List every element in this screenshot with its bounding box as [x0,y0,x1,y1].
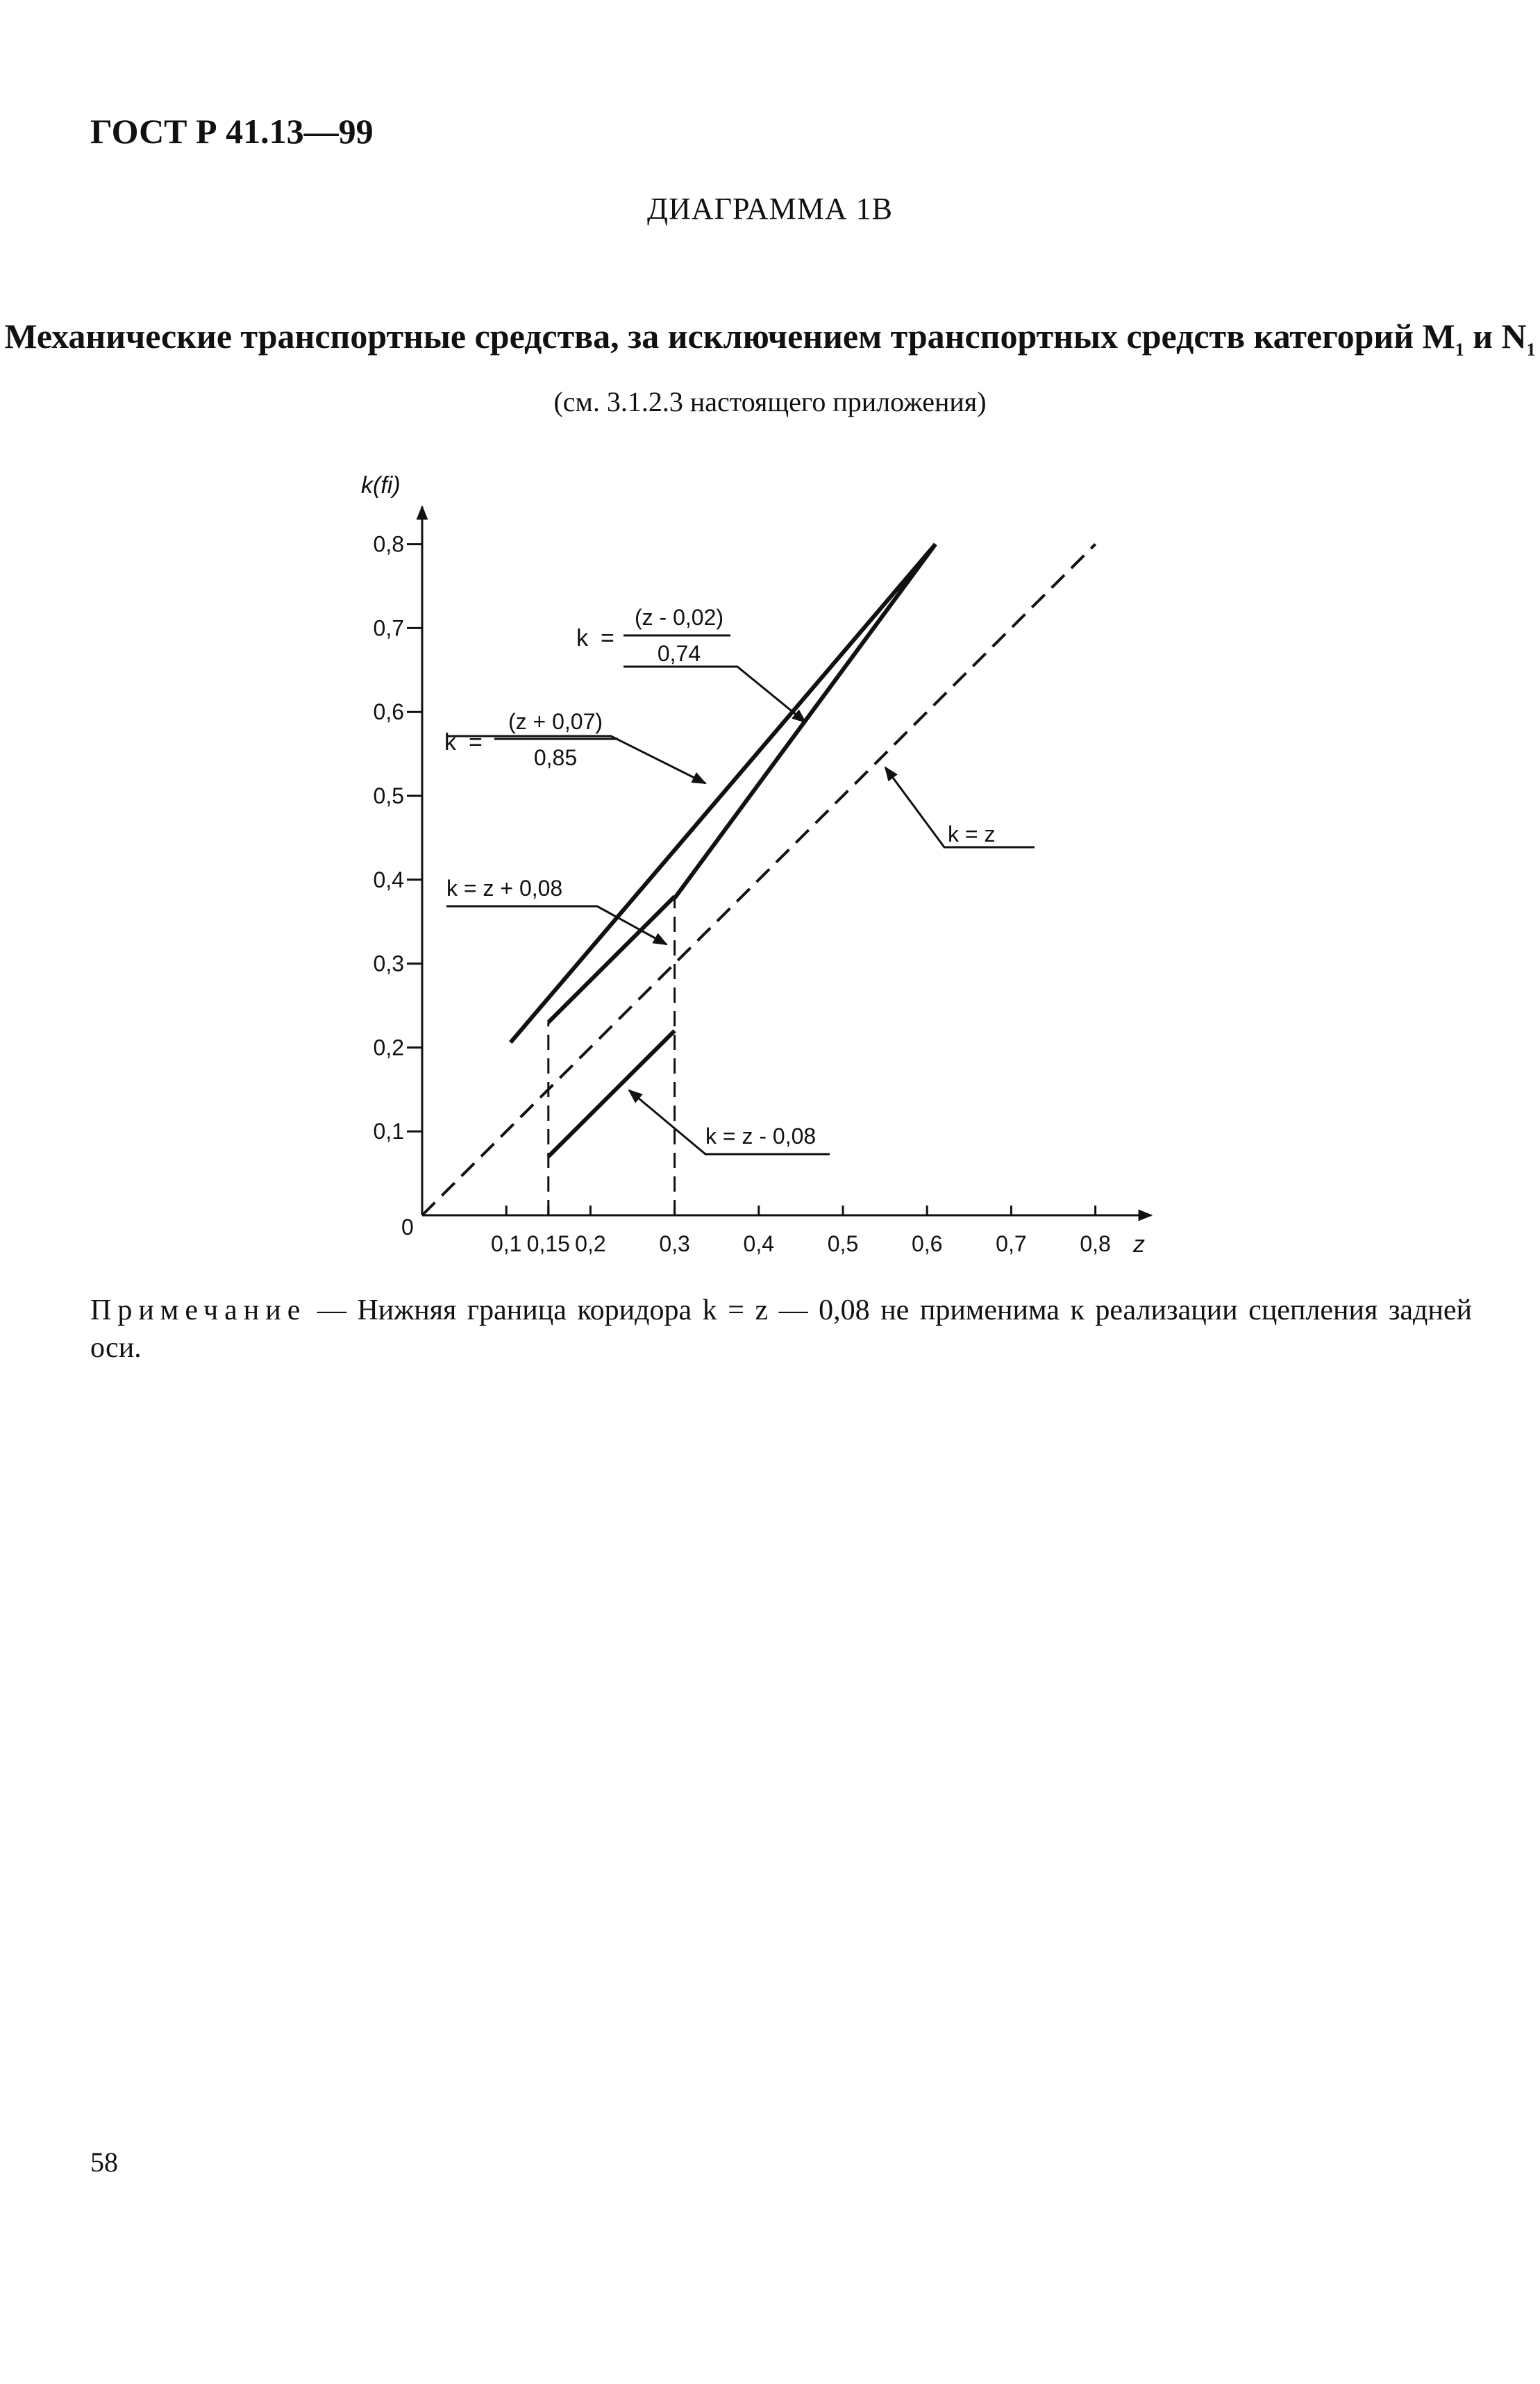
note-label: Примечание [90,1294,307,1326]
x-tick-label: 0,3 [659,1231,690,1256]
y-tick-label: 0,6 [373,699,404,725]
x-tick-label: 0,5 [827,1231,859,1256]
y-axis-label: k(fi) [361,472,401,499]
diagram-heading [0,316,1540,360]
formula2-k: k [576,625,588,651]
origin-label: 0 [401,1215,414,1240]
formula2-numerator: (z - 0,02) [634,605,724,630]
chart [0,451,1540,1285]
series-line [549,897,675,1022]
y-tick-label: 0,5 [373,783,404,808]
y-tick-label: 0,1 [373,1119,404,1144]
x-tick-label: 0,15 [526,1231,570,1256]
x-tick-label: 0,2 [575,1231,606,1256]
document-code: ГОСТ Р 41.13—99 [90,112,374,151]
formula2-denominator: 0,74 [657,641,701,666]
formula1-k: k [444,729,456,756]
y-tick-label: 0,2 [373,1035,404,1060]
heading-subscript-m: 1 [1455,340,1464,360]
formula1-numerator: (z + 0,07) [508,709,603,734]
section-reference: (см. 3.1.2.3 настоящего приложения) [553,386,987,417]
heading-subscript-n: 1 [1526,340,1536,360]
x-tick-label: 0,6 [911,1231,943,1256]
note-dash: — [317,1294,346,1326]
formula2-equals: = [601,625,614,651]
formula1-denominator: 0,85 [533,745,578,770]
note-text: Нижняя граница коридора k = z — 0,08 не применима к реализации сцепления задней оси. [90,1294,1473,1364]
y-tick-label: 0,3 [373,951,404,976]
x-tick-label: 0,7 [996,1231,1027,1256]
label-z-plus-008: k = z + 0,08 [446,876,563,901]
y-tick-label: 0,7 [373,615,404,641]
heading-and: и N [1464,317,1527,356]
formula1-equals: = [469,729,483,756]
leader-line [623,667,805,722]
y-tick-label: 0,4 [373,867,404,892]
x-tick-label: 0,4 [743,1231,775,1256]
annotations [361,472,1145,1258]
y-tick-label: 0,8 [373,531,404,557]
x-tick-label: 0,1 [490,1231,522,1256]
diagram-title: ДИАГРАММА 1В [647,192,893,226]
label-z-minus-008: k = z - 0,08 [705,1124,817,1149]
note [90,1292,1472,1367]
label-z-equals: k = z [948,822,996,847]
x-tick-label: 0,8 [1080,1231,1111,1256]
x-axis-label: z [1133,1231,1145,1258]
series-line [549,1031,675,1156]
page-number: 58 [90,2147,118,2178]
heading-text: Механические транспортные средства, за исключением транспортных средств категорий M [4,317,1455,356]
